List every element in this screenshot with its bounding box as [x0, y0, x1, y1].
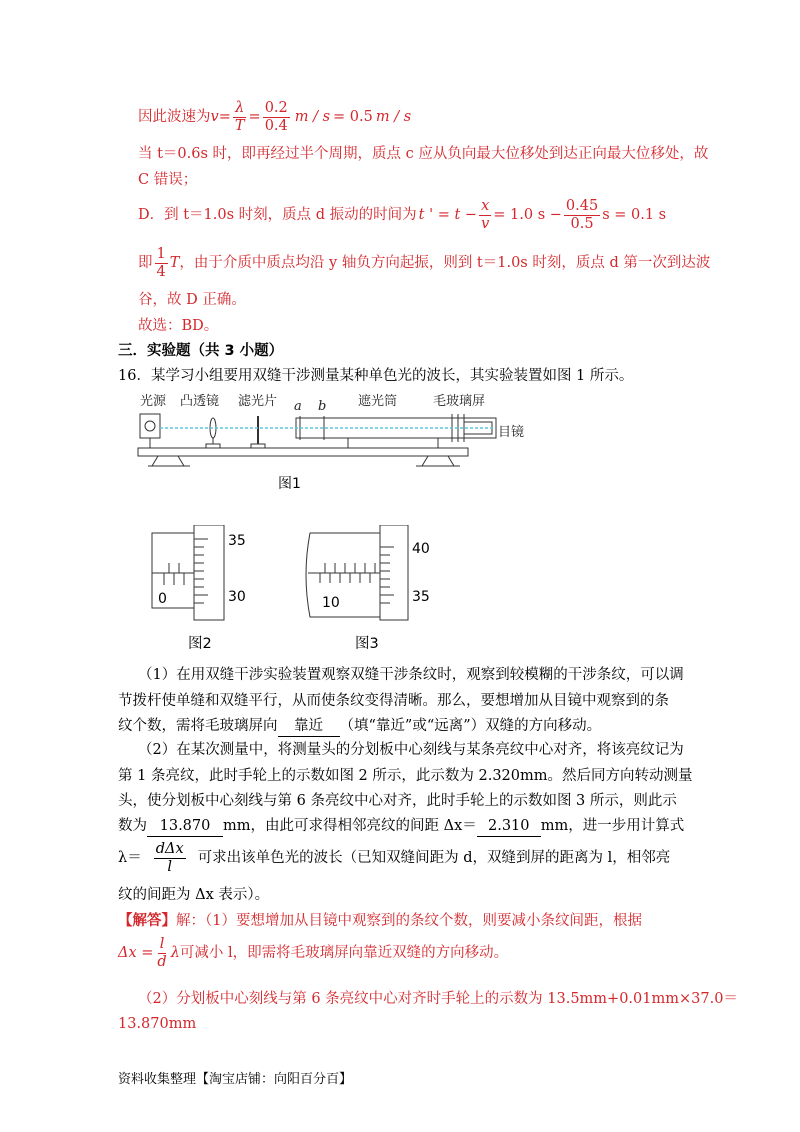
unit: m / s: [375, 109, 412, 125]
s2-text: λ＝: [118, 850, 142, 866]
formula-part: = 1.0 s −: [493, 207, 562, 223]
fig3-scale-bottom: 35: [412, 589, 430, 605]
figure-1-caption: 图1: [278, 476, 301, 492]
frac-num: 0.2: [264, 99, 288, 116]
wave-speed-prefix: 因此波速为: [138, 109, 211, 125]
optical-bench-rail: [138, 448, 468, 456]
footer-source: 资料收集整理【淘宝店铺：向阳百分百】: [118, 1072, 353, 1087]
wave-speed-line: [138, 97, 411, 137]
frac-den: l: [167, 858, 172, 875]
figure-2-caption: 图2: [188, 636, 212, 652]
answer-line2: [118, 933, 508, 973]
s2-text: mm，进一步用计算式: [540, 818, 685, 834]
frac-den: d: [157, 953, 167, 970]
s2-text: mm，由此可求得相邻亮纹的间距 Δx＝: [223, 818, 477, 834]
frac-den: 0.4: [264, 117, 288, 134]
bench-foot-left: [152, 456, 184, 466]
fig3-scale-top: 40: [412, 541, 430, 557]
stand-base: [206, 444, 220, 448]
final-answer: 故选：BD。: [138, 318, 219, 334]
s2-line1: （2）在某次测量中，将测量头的分划板中心刻线与某条亮纹中心对齐，将该亮纹记为: [138, 742, 684, 758]
frac-den: 4: [156, 263, 166, 280]
prefix: 即: [138, 255, 153, 271]
figure-3-micrometer: [300, 525, 440, 630]
fraction-values: [263, 100, 290, 135]
s2-line5: [118, 838, 670, 878]
fig1-label-filter: 滤光片: [238, 394, 278, 409]
frac-den: v: [481, 215, 490, 232]
unit: m / s: [294, 109, 331, 125]
fraction-quarter: [155, 246, 168, 281]
answer-blank-2: 13.870: [147, 816, 223, 837]
thimble: [380, 525, 408, 620]
frac-num: l: [159, 935, 165, 952]
equals: =: [248, 109, 261, 125]
option-d-prefix: D．到 t＝1.0s 时刻，质点 d 振动的时间为: [138, 207, 417, 223]
quarter-period-line: [138, 243, 710, 283]
option-d-line: [138, 195, 666, 235]
option-c-line1: 当 t＝0.6s 时，即再经过半个周期，质点 c 应从负向最大位移处到达正向最大位移处，故: [138, 146, 709, 162]
answer-tag: 【解答】: [118, 912, 176, 929]
frac-num: x: [481, 197, 490, 214]
var-T: T: [169, 255, 180, 271]
figure-3-caption: 图3: [355, 636, 379, 652]
figure-2-micrometer: [150, 525, 270, 630]
bulb-icon: [145, 421, 155, 431]
option-c-line2: C 错误；: [138, 172, 198, 188]
frac-num: dΔx: [155, 840, 184, 857]
fraction-x-v: [479, 198, 491, 233]
formula-dx: Δx =: [118, 945, 154, 961]
s2-text: 可求出该单色光的波长（已知双缝间距为 d，双缝到屏的距离为 l，相邻亮: [197, 850, 671, 866]
answer-text: 可减小 l，即需将毛玻璃屏向靠近双缝的方向移动。: [179, 945, 509, 961]
equals: =: [218, 109, 231, 125]
figure-1-apparatus: [118, 388, 558, 498]
fig1-label-a: a: [294, 399, 302, 414]
answer-line1: [118, 911, 642, 931]
fig1-label-b: b: [318, 399, 327, 414]
sleeve: [306, 533, 380, 617]
fig1-label-light-source: 光源: [140, 394, 167, 409]
s1-line3: [118, 716, 601, 737]
option-d-conclusion: 谷，故 D 正确。: [138, 292, 246, 308]
fig2-scale-bottom: 30: [228, 589, 246, 605]
fig1-label-tube: 遮光筒: [358, 394, 398, 409]
s1-text: （填“靠近”或“远离”）双缝的方向移动。: [339, 718, 602, 734]
frac-num: λ: [235, 99, 245, 116]
formula-part: t ' = t −: [418, 207, 478, 223]
fraction-values: [564, 198, 600, 233]
s2-line3: 头，使分划板中心刻线与第 6 条亮纹中心对齐，此时手轮上的示数如图 3 所示，则此示: [118, 793, 677, 809]
answer-blank-1: 靠近: [278, 716, 340, 737]
frac-num: 1: [156, 245, 166, 262]
answer-blank-3: 2.310: [477, 816, 541, 837]
stand-base: [251, 444, 265, 448]
fig1-label-convex-lens: 凸透镜: [180, 394, 220, 409]
formula-part: s = 0.1 s: [602, 207, 667, 223]
s2-text: 数为: [118, 818, 147, 834]
var-lambda: λ: [170, 945, 180, 961]
fraction-l-d: [155, 936, 168, 971]
bench-foot-right: [422, 456, 454, 466]
fraction-d-dx-l: [154, 841, 186, 876]
s1-line1: （1）在用双缝干涉实验装置观察双缝干涉条纹时，观察到较模糊的干涉条纹，可以调: [138, 667, 684, 683]
fig1-label-screen: 毛玻璃屏: [433, 394, 486, 409]
answer-line3: （2）分划板中心刻线与第 6 条亮纹中心对齐时手轮上的示数为 13.5mm+0.01mm×37.0＝: [138, 991, 738, 1007]
s1-line2: 节拨杆使单缝和双缝平行，从而使条纹变得清晰。那么，要想增加从目镜中观察到的条: [118, 693, 669, 709]
frac-den: T: [234, 117, 245, 134]
fig3-main-scale: 10: [322, 595, 340, 611]
question-16-stem: 16．某学习小组要用双缝干涉测量某种单色光的波长，其实验装置如图 1 所示。: [118, 368, 634, 384]
quarter-text: ，由于介质中质点均沿 y 轴负方向起振，则到 t＝1.0s 时刻，质点 d 第一次到达波: [179, 255, 711, 271]
fraction-lambda-T: [233, 100, 247, 135]
frac-den: 0.5: [570, 215, 594, 232]
answer-blank-4: [142, 841, 198, 876]
fig2-scale-top: 35: [228, 533, 246, 549]
result: = 0.5: [333, 109, 373, 125]
answer-text: 解：（1）要想增加从目镜中观察到的条纹个数，则要减小条纹间距，根据: [176, 913, 642, 929]
fig2-main-scale: 0: [158, 591, 167, 607]
section-title: 三．实验题（共 3 小题）: [118, 343, 284, 359]
fig1-label-eyepiece: 目镜: [498, 425, 525, 440]
answer-line4: 13.870mm: [118, 1016, 197, 1032]
s2-line2: 第 1 条亮纹，此时手轮上的示数如图 2 所示，此示数为 2.320mm。然后同方向转动测量: [118, 768, 693, 784]
frac-num: 0.45: [565, 197, 599, 214]
var-v: v: [210, 109, 219, 125]
s1-text: 纹个数，需将毛玻璃屏向: [118, 718, 278, 734]
s2-line4: [118, 816, 684, 837]
s2-line6: 纹的间距为 Δx 表示）。: [118, 887, 270, 903]
